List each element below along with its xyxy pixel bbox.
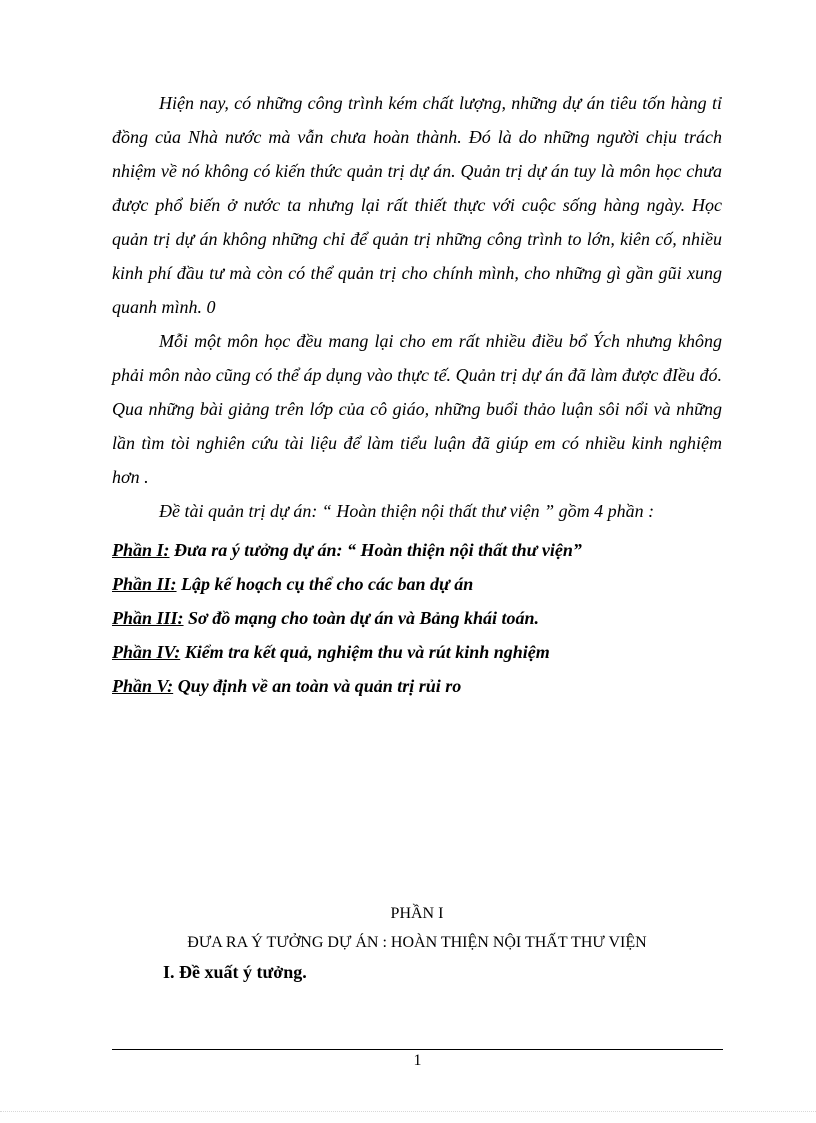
section-number: PHẦN I [390,905,444,922]
part-label: Phần I: [112,540,170,560]
part-label: Phần V: [112,676,174,696]
page-edge-divider [0,1111,816,1112]
part-text: Lập kế hoạch cụ thể cho các ban dự án [176,574,474,594]
section-title: ĐƯA RA Ý TƯỞNG DỰ ÁN : HOÀN THIỆN NỘI THẤT THƯ VIỆN [187,934,647,951]
list-item [112,669,722,703]
list-item [112,601,722,635]
list-item [112,533,722,567]
body-text [112,86,722,528]
part-text: Đưa ra ý tưởng dự án: “ Hoàn thiện nội thất thư viện” [169,540,582,560]
section-heading: I. Đề xuất ý tưởng. [163,962,307,982]
part-label: Phần III: [112,608,184,628]
paragraph-topic: Đề tài quản trị dự án: “ Hoàn thiện nội thất thư viện ” gồm 4 phần : [159,501,655,521]
part-label: Phần IV: [112,642,181,662]
paragraph-intro: Hiện nay, có những công trình kém chất lượng, những dự án tiêu tốn hàng tỉ đồng của Nhà nước mà vẫn chưa hoàn thành. Đó là do những người chịu trách nhiệm về nó không có kiến thức quản trị dự án. Quản trị dự án tuy là môn học chưa được phổ biến ở nước ta nhưng lại rất thiết thực với cuộc sống hàng ngày. Học quản trị dự án không những chỉ để quản trị những công trình to lớn, kiên cố, nhiều kinh phí đầu tư mà còn có thể quản trị cho chính mình, cho những gì gần gũi xung quanh mình. 0 [112,93,722,317]
parts-list [112,533,722,703]
page-number: 1 [413,1052,422,1069]
list-item [112,635,722,669]
part-text: Kiểm tra kết quả, nghiệm thu và rút kinh nghiệm [180,642,550,662]
footer-divider [112,1049,723,1050]
paragraph-benefits: Mỗi một môn học đều mang lại cho em rất nhiều điều bổ Ých nhưng không phải môn nào cũng có thể áp dụng vào thực tế. Quản trị dự án đã làm được đIều đó. Qua những bài giảng trên lớp của cô giáo, những buổi thảo luận sôi nổi và những lần tìm tòi nghiên cứu tài liệu để làm tiểu luận đã giúp em có nhiều kinh nghiệm hơn . [112,331,722,487]
part-label: Phần II: [112,574,177,594]
part-text: Sơ đồ mạng cho toàn dự án và Bảng khái toán. [183,608,540,628]
list-item [112,567,722,601]
part-text: Quy định về an toàn và quản trị rủi ro [173,676,462,696]
